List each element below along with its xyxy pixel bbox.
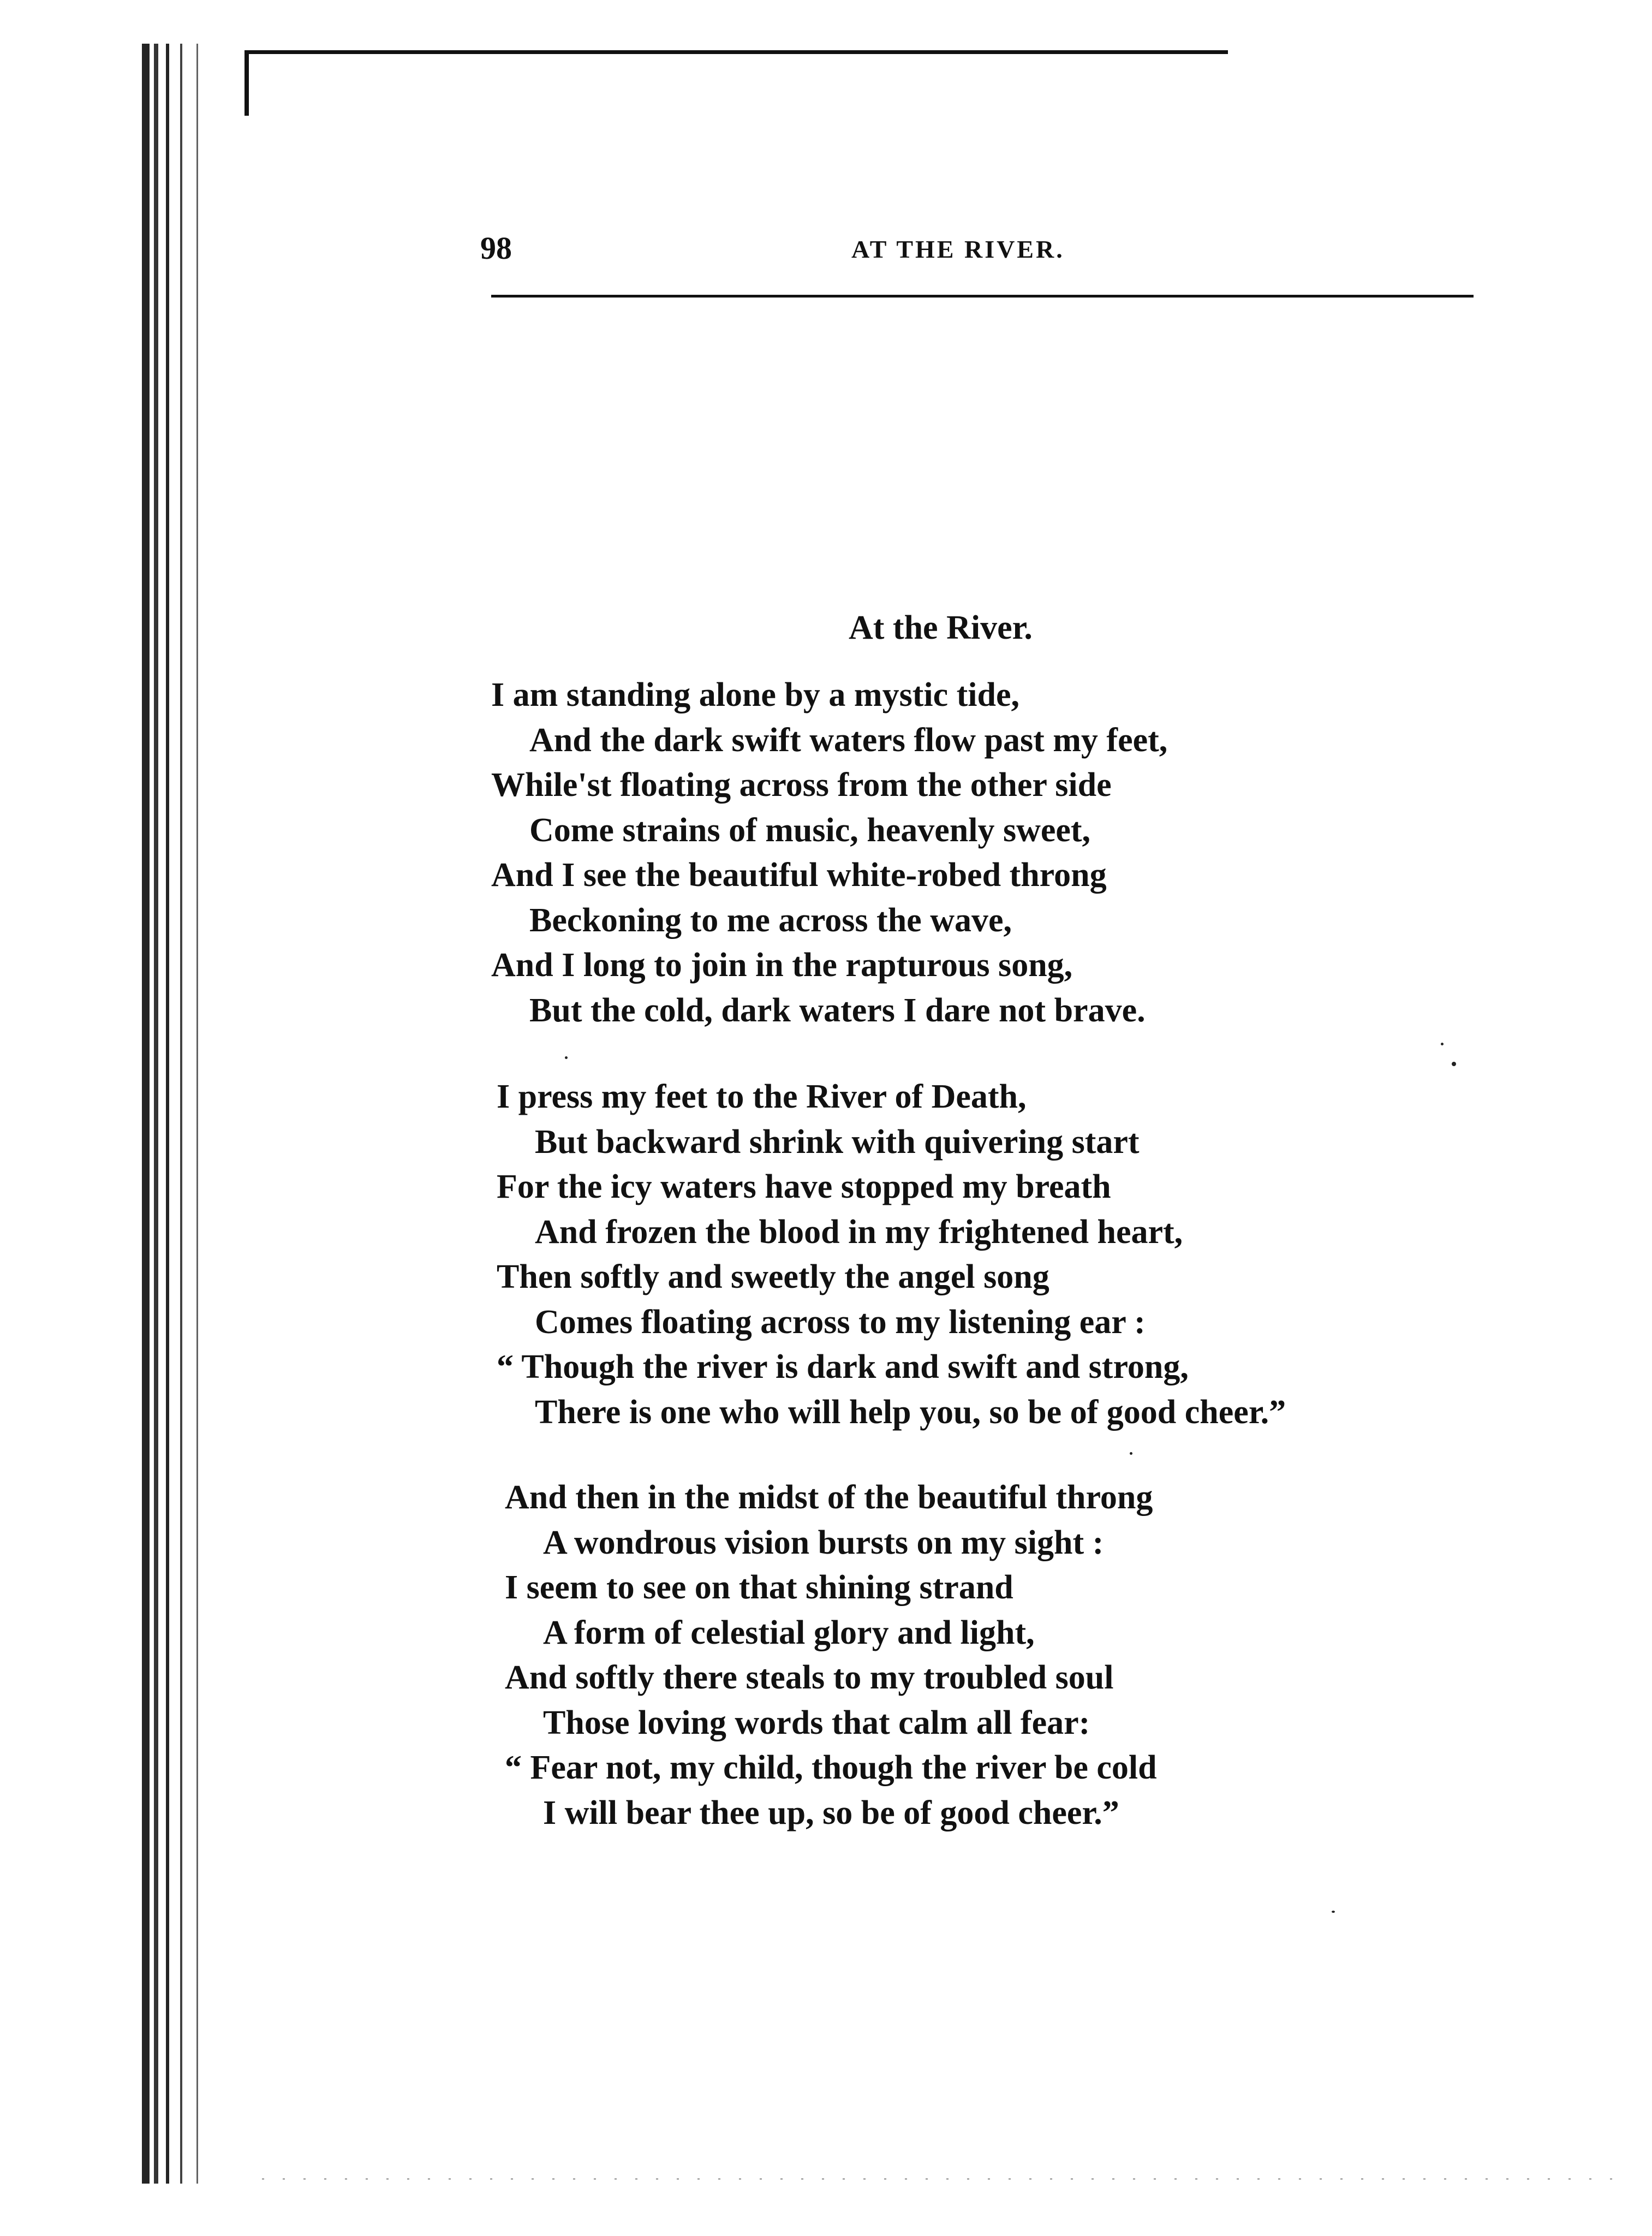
header-rule (491, 295, 1474, 298)
scan-speck (1452, 1062, 1456, 1066)
book-binding-gutter (142, 44, 240, 2184)
poem-line: But backward shrink with quivering start (535, 1123, 1140, 1161)
binding-corner (244, 50, 249, 116)
poem-line: And I long to join in the rapturous song, (491, 947, 1073, 984)
poem-line: There is one who will help you, so be of good cheer.” (535, 1393, 1286, 1431)
scan-speck (1130, 1452, 1132, 1455)
poem-line: Then softly and sweetly the angel song (497, 1258, 1049, 1295)
poem-line: Those loving words that calm all fear: (543, 1704, 1090, 1741)
binding-top-rule (246, 50, 1228, 54)
running-head: AT THE RIVER. (851, 235, 1065, 263)
poem-line: “ Fear not, my child, though the river be cold (505, 1749, 1157, 1786)
stanza-2 (497, 1074, 1286, 1435)
poem-line: Come strains of music, heavenly sweet, (529, 811, 1091, 849)
poem-line: And softly there steals to my troubled soul (505, 1659, 1114, 1696)
scan-speck (1332, 1911, 1335, 1913)
poem-line: Comes floating across to my listening ear : (535, 1303, 1146, 1341)
stanza-1 (491, 673, 1167, 1033)
poem-line: “ Though the river is dark and swift and strong, (497, 1348, 1189, 1385)
stanza-3 (505, 1475, 1157, 1835)
poem-line: I am standing alone by a mystic tide, (491, 676, 1019, 713)
poem-line: And I see the beautiful white-robed throng (491, 857, 1107, 894)
poem-line: For the icy waters have stopped my breath (497, 1168, 1111, 1205)
poem-line: I press my feet to the River of Death, (497, 1078, 1027, 1115)
poem-line: I seem to see on that shining strand (505, 1569, 1013, 1606)
scan-noise-bottom (262, 2178, 1615, 2180)
poem-line: And the dark swift waters flow past my feet, (529, 721, 1168, 759)
scan-speck (565, 1056, 568, 1059)
poem-line: And then in the midst of the beautiful throng (505, 1479, 1153, 1516)
poem-line: While'st floating across from the other side (491, 766, 1112, 804)
poem-title: At the River. (849, 609, 1033, 646)
poem-line: I will bear thee up, so be of good cheer.” (543, 1794, 1119, 1831)
scan-speck (1441, 1043, 1444, 1045)
page-header (480, 229, 1479, 278)
poem-line: And frozen the blood in my frightened heart, (535, 1213, 1183, 1251)
poem-line: A form of celestial glory and light, (543, 1614, 1035, 1651)
poem-line: But the cold, dark waters I dare not brave. (529, 991, 1146, 1029)
poem-line: A wondrous vision bursts on my sight : (543, 1524, 1104, 1561)
page-number: 98 (480, 230, 512, 266)
poem-line: Beckoning to me across the wave, (529, 901, 1012, 939)
